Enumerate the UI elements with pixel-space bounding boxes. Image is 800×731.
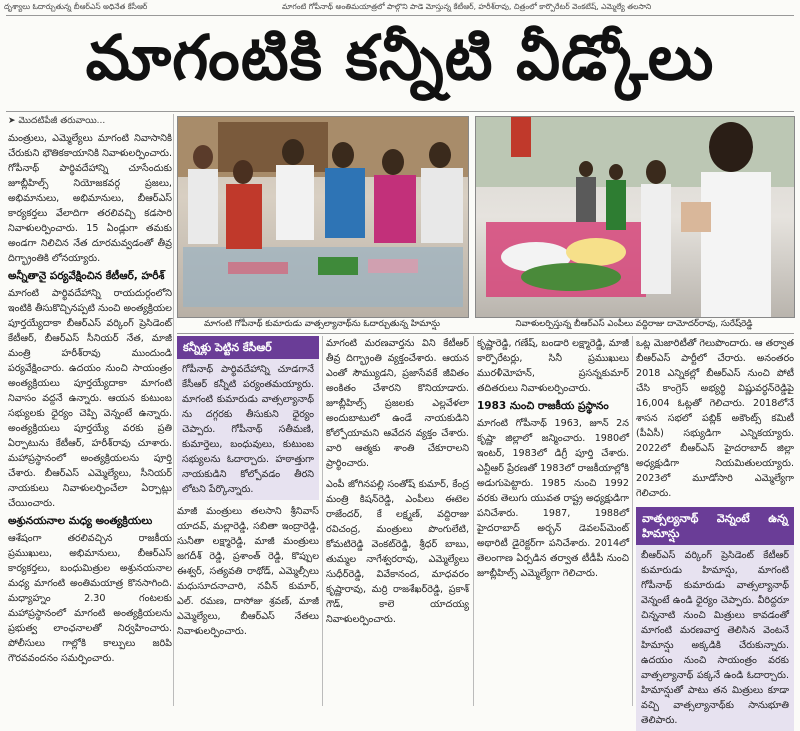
col1-paragraph-1: మంత్రులు, ఎమ్మెల్యేలు మాగంటి నివాసానికి చేరుకుని భౌతికకాయానికి నివాళులర్పించారు. గోపీనాథ్ పార్థివదేహాన్ని చూసేందుకు జూబ్లీహిల్స్ నియోజకవర్గ ప్రజలు, అభిమానులు, అభిమానులు, బీఆర్‌ఎస్ కార్యకర్తలు వేలాదిగా తరలివచ్చి కడసారి నివాళులర్పించారు. 15 ఏండ్లుగా తమకు అండగా నిలిచిన నేత దూరమవ్వడంతో తీవ్ర దిగ్భ్రాంతికి లోనయ్యారు. — [8, 133, 172, 264]
column-2 — [177, 336, 319, 706]
col5-paragraph-1: ఒట్ల మెజారిటీతో గెలుపొందారు. ఆ తర్వాత బీఆర్‌ఎస్ పార్టీలో చేరారు. అనంతరం 2018 ఎన్నికల్లో బీఆర్‌ఎస్ నుంచి పోటీ చేసి కాంగ్రెస్ అభ్యర్థి విష్ణువర్ధన్‌రెడ్డిపై 16,004 ఓట్లతో గెలిచారు. 2018లోనే శాసన సభలో పబ్లిక్ అకౌంట్స్ కమిటీ (పీఏసీ) సభ్యుడిగా ఎన్నికయ్యారు. 2022లో బీఆర్‌ఎస్ హైదరాబాద్ జిల్లా అధ్యక్షుడిగా నియమితులయ్యారు. 2023లో మూడోసారి ఎమ్మెల్యేగా గెలిచారు. — [636, 338, 794, 499]
photo-family-mourning — [177, 116, 469, 318]
col4-paragraph-2: మాగంటి గోపీనాథ్ 1963, జూన్ 2న కృష్ణా జిల్లాలో జన్మించారు. 1980లో ఇంటర్, 1983లో డిగ్రీ పూర్తి చేశారు. ఎన్టీఆర్ ప్రేరణతో 1983లో రాజకీయాల్లోకి అడుగుపెట్టారు. 1985 నుంచి 1992 వరకు తెలుగు యువత రాష్ట్ర అధ్యక్షుడిగా పనిచేశారు. 1987, 1988లో హైదరాబాద్ అర్బన్ డెవలప్‌మెంట్ అథారిటీ డైరెక్టర్‌గా పనిచేశారు. 2014లో తెలంగాణ ఏర్పడిన తర్వాత టీడీపీ నుంచి జూబ్లీహిల్స్ ఎమ్మెల్యేగా గెలిచారు. — [477, 418, 629, 579]
box-himanshu-body — [636, 545, 794, 731]
col2-paragraph-2: మాజీ మంత్రులు తలసాని శ్రీనివాస్ యాదవ్, మల్లారెడ్డి, సబితా ఇంద్రారెడ్డి, సునీతా లక్ష్మారెడ్డి, మాజీ మంత్రులు జగదీశ్ రెడ్డి, ప్రశాంత్ రెడ్డి, కొప్పుల ఈశ్వర్, సత్యవతి రాథోడ్, ఎమ్మెల్సీలు మధుసూదనాచారి, నవీన్ కుమార్, ఎల్. రమణ, దాసోజు శ్రవణ్, మాజీ ఎమ్మెల్యేలు, బీఆర్‌ఎస్ నేతలు నివాళులర్పించారు. — [177, 506, 319, 637]
col3-paragraph-1: మాగంటి మరణవార్తను విని కేటీఆర్ తీవ్ర దిగ్భ్రాంతి వ్యక్తంచేశారు. ఆయన ఎంతో సౌమ్యుడని, ప్రజాసేవకే జీవితం అంకితం చేశారని కొనియాడారు. జూబ్లీహిల్స్ ప్రజలకు ఎల్లవేళలా అందుబాటులో ఉండే నాయకుడిని కోల్పోయామని ఆవేదన వ్యక్తం చేశారు. వారి ఆత్మకు శాంతి చేకూరాలని ప్రార్థించారు. — [326, 338, 469, 469]
column-1 — [8, 114, 172, 706]
col5-paragraph-2: బీఆర్‌ఎస్ వర్కింగ్ ప్రెసిడెంట్ కేటీఆర్ కుమారుడు హిమాన్షు, మాగంటి గోపీనాథ్ కుమారుడు వాత్సల్యానాథ్ వెన్నంటే ఉండి ధైర్యం చెప్పారు. వీరిద్దరూ చిన్ననాటి నుంచి మిత్రులు కావడంతో మాగంటి మరణవార్త తెలిసిన వెంటనే హిమాన్షు అక్కడికి చేరుకున్నారు. ఉదయం నుంచి సాయంత్రం వరకు వాత్సల్యానాథ్ పక్కనే ఉండి ఓదార్చారు. హిమాన్షుతో పాటు తన మిత్రులు కూడా వచ్చి వాత్సల్యానాథ్‌కు సానుభూతి తెలిపారు. — [641, 550, 789, 726]
column-divider — [632, 336, 633, 706]
top-strip-right: మాగంటి గోపీనాథ్ అంతిమయాత్రలో పాల్గొని పాడె మోస్తున్న కేటీఆర్, హరీశ్‌రావు, చిత్రంలో కార్పొరేటర్ వెంకటేష్, ఎమ్మెల్యే తలసాని — [282, 2, 652, 11]
column-5 — [636, 336, 794, 726]
col1-paragraph-2: మాగంటి పార్థివదేహాన్ని రాయదుర్గంలోని ఇంటికి తీసుకొచ్చినప్పటి నుంచి అంత్యక్రియల పూర్తయ్యేదాకా బీఆర్‌ఎస్ వర్కింగ్ ప్రెసిడెంట్ కేటీఆర్, బీఆర్‌ఎస్ సీనియర్ నేత, మాజీ మంత్రి హరీశ్‌రావు ముందుండి పర్యవేక్షించారు. ఉదయం నుంచి సాయంత్రం అంత్యక్రియలు పూర్తయ్యేదాకా మాగంటి నివాసం వద్దనే ఉన్నారు. ఆయన కుటుంబ సభ్యులకు ధైర్యం చెప్పి వెన్నంటే ఉన్నారు. అంత్యక్రియలు పూర్తయ్యే వరకు ప్రతి ఏర్పాటును కేటీఆర్, హరీశ్‌రావు చూశారు. మహాప్రస్థానంలో అంత్యక్రియలను పూర్తి చేశారు. బీఆర్‌ఎస్ ఎమ్మెల్యేలు, సీనియర్ నాయకులు నివాళులర్పించేలా ఏర్పాట్లు చేయించారు. — [8, 288, 172, 509]
top-rule — [6, 15, 794, 16]
col1-paragraph-3: ఆశేషంగా తరలివచ్చిన రాజకీయ ప్రముఖులు, అభిమానులు, బీఆర్‌ఎస్ కార్యకర్తలు, బంధుమిత్రుల అశ్రునయనాల మధ్య మాగంటి అంతిమయాత్ర కొనసాగింది. మధ్యాహ్నం 2.30 గంటలకు మహాప్రస్థానంలో మాగంటి అంత్యక్రియలను ప్రభుత్వ లాంఛనాలతో నిర్వహించారు. పోలీసులు గాల్లోకి కాల్పులు జరిపి గౌరవవందనం సమర్పించారు. — [8, 533, 172, 664]
photo-rule — [177, 333, 794, 334]
column-divider — [173, 114, 174, 706]
intro-line — [8, 114, 172, 129]
intro-label: మొదటిపేజీ తరువాయి... — [18, 116, 106, 126]
col1-subheading-1: అన్నీతానై పర్యవేక్షించిన కేటీఆర్, హరీశ్ — [8, 270, 165, 282]
col3-paragraph-2: ఎంపీ జోగినపల్లి సంతోష్ కుమార్, కేంద్ర మంత్రి కిషన్‌రెడ్డి, ఎంపీలు ఈటెల రాజేందర్, కే లక్ష్మణ్, వద్దిరాజు రవిచంద్ర, మంత్రులు పొంగులేటి, కోమటిరెడ్డి వెంకట్‌రెడ్డి, శ్రీధర్ బాబు, తుమ్మల నాగేశ్వరరావు, ఎమ్మెల్యేలు సుధీర్‌రెడ్డి, వివేకానంద, మాధవరం కృష్ణారావు, మర్రి రాజశేఖర్‌రెడ్డి, ప్రకాశ్ గౌడ్, కాలె యాదయ్య నివాళులర్పించారు. — [326, 479, 469, 625]
bullet-arrow-icon: ➤ — [8, 116, 16, 126]
photo-leaders-tribute — [475, 116, 795, 318]
photo-leaders-tribute-illustration — [476, 117, 794, 317]
photo-2-caption: నివాళులర్పిస్తున్న బీఆర్‌ఎస్ ఎంపీలు వద్దిరాజు దామోదర్‌రావు, సురేష్‌రెడ్డి — [515, 319, 753, 329]
photo-1-caption: మాగంటి గోపీనాథ్ కుమారుడు వాత్సల్యానాథ్‌ను ఓదార్చుతున్న హిమాన్షు — [204, 319, 440, 329]
headline-rule — [6, 111, 794, 112]
col1-subheading-2: అశ్రునయనాల మధ్య అంత్యక్రియలు — [8, 515, 153, 527]
col4-paragraph-1: కృష్ణారెడ్డి, గణేష్, బండారి లక్ష్మారెడ్డి, మాజీ కార్పొరేటర్లు, సినీ ప్రముఖులు మురళీమోహన్, ప్రసన్నకుమార్ తదితరులు నివాళులర్పించారు. — [477, 338, 629, 394]
col4-subheading-1: 1983 నుంచి రాజకీయ ప్రస్థానం — [477, 400, 609, 412]
column-divider — [322, 336, 323, 706]
column-4 — [477, 336, 629, 706]
col2-paragraph-1: గోపీనాథ్ పార్థివదేహాన్ని చూడగానే కేసీఆర్ కన్నీటి పర్యంతమయ్యారు. మాగంటి కుమారుడు వాత్సల్యానాథ్ ను దగ్గరకు తీసుకుని ధైర్యం చెప్పారు. గోపీనాథ్ సతీమణి, కుమార్తెలు, బంధువులు, కుటుంబ సభ్యులను ఓదార్చారు. హఠాత్తుగా నాయకుడిని కోల్పోవడం తీరని లోటని పేర్కొన్నారు. — [182, 364, 314, 495]
box-himanshu-heading: వాత్సల్యనాథ్ వెన్నంటే ఉన్న హిమాన్షు — [636, 507, 794, 545]
headline: మాగంటికి కన్నీటి వీడ్కోలు — [85, 21, 715, 94]
top-strip — [0, 0, 800, 14]
photo-family-mourning-illustration — [178, 117, 468, 317]
top-strip-left: దృశ్యాలు ఓదార్చుతున్న బీఆర్‌ఎస్ అధినేత కేసీఆర్ — [4, 2, 148, 11]
column-divider — [473, 336, 474, 706]
box-kcr-body — [177, 359, 319, 500]
box-kcr-heading: కన్నీళ్లు పెట్టిన కేసీఆర్ — [177, 336, 319, 359]
column-3 — [326, 336, 469, 706]
